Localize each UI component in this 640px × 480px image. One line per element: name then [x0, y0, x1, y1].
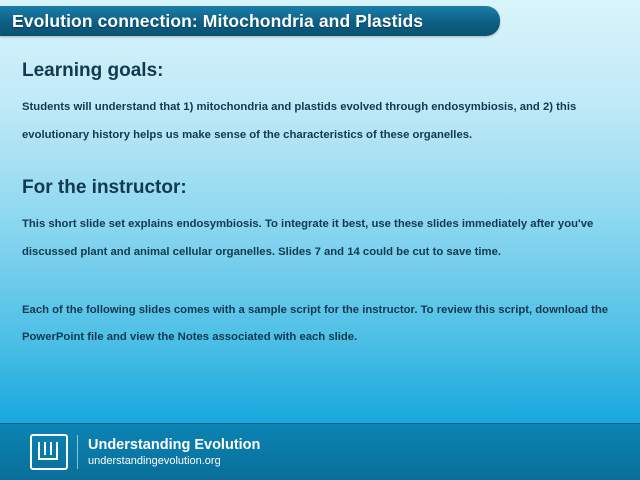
footer-branding [77, 435, 260, 469]
slide-title-bar [0, 6, 500, 36]
instructor-paragraph-1: This short slide set explains endosymbiosis. To integrate it best, use these slides immediately after you've discussed plant and animal cellular organelles. Slides 7 and 14 could be cut to save time. [22, 218, 594, 259]
section-heading-learning-goals: Learning goals: [22, 60, 164, 81]
instructor-paragraph-2: Each of the following slides comes with a sample script for the instructor. To review this script, download the PowerPoint file and view the Notes associated with each slide. [22, 303, 609, 344]
slide-footer [0, 423, 640, 480]
footer-title: Understanding Evolution [88, 436, 261, 453]
understanding-evolution-logo-icon [30, 434, 68, 470]
page-title: Evolution connection: Mitochondria and Plastids [12, 10, 424, 31]
slide-content [22, 52, 622, 352]
footer-content [0, 424, 640, 480]
section-heading-for-the-instructor: For the instructor: [22, 177, 187, 199]
footer-subtitle: understandingevolution.org [88, 454, 221, 467]
learning-goals-paragraph: Students will understand that 1) mitochondria and plastids evolved through endosymbiosis, and 2) this evolutionary history helps us make sense of the characteristics of these organelles. [22, 101, 577, 141]
